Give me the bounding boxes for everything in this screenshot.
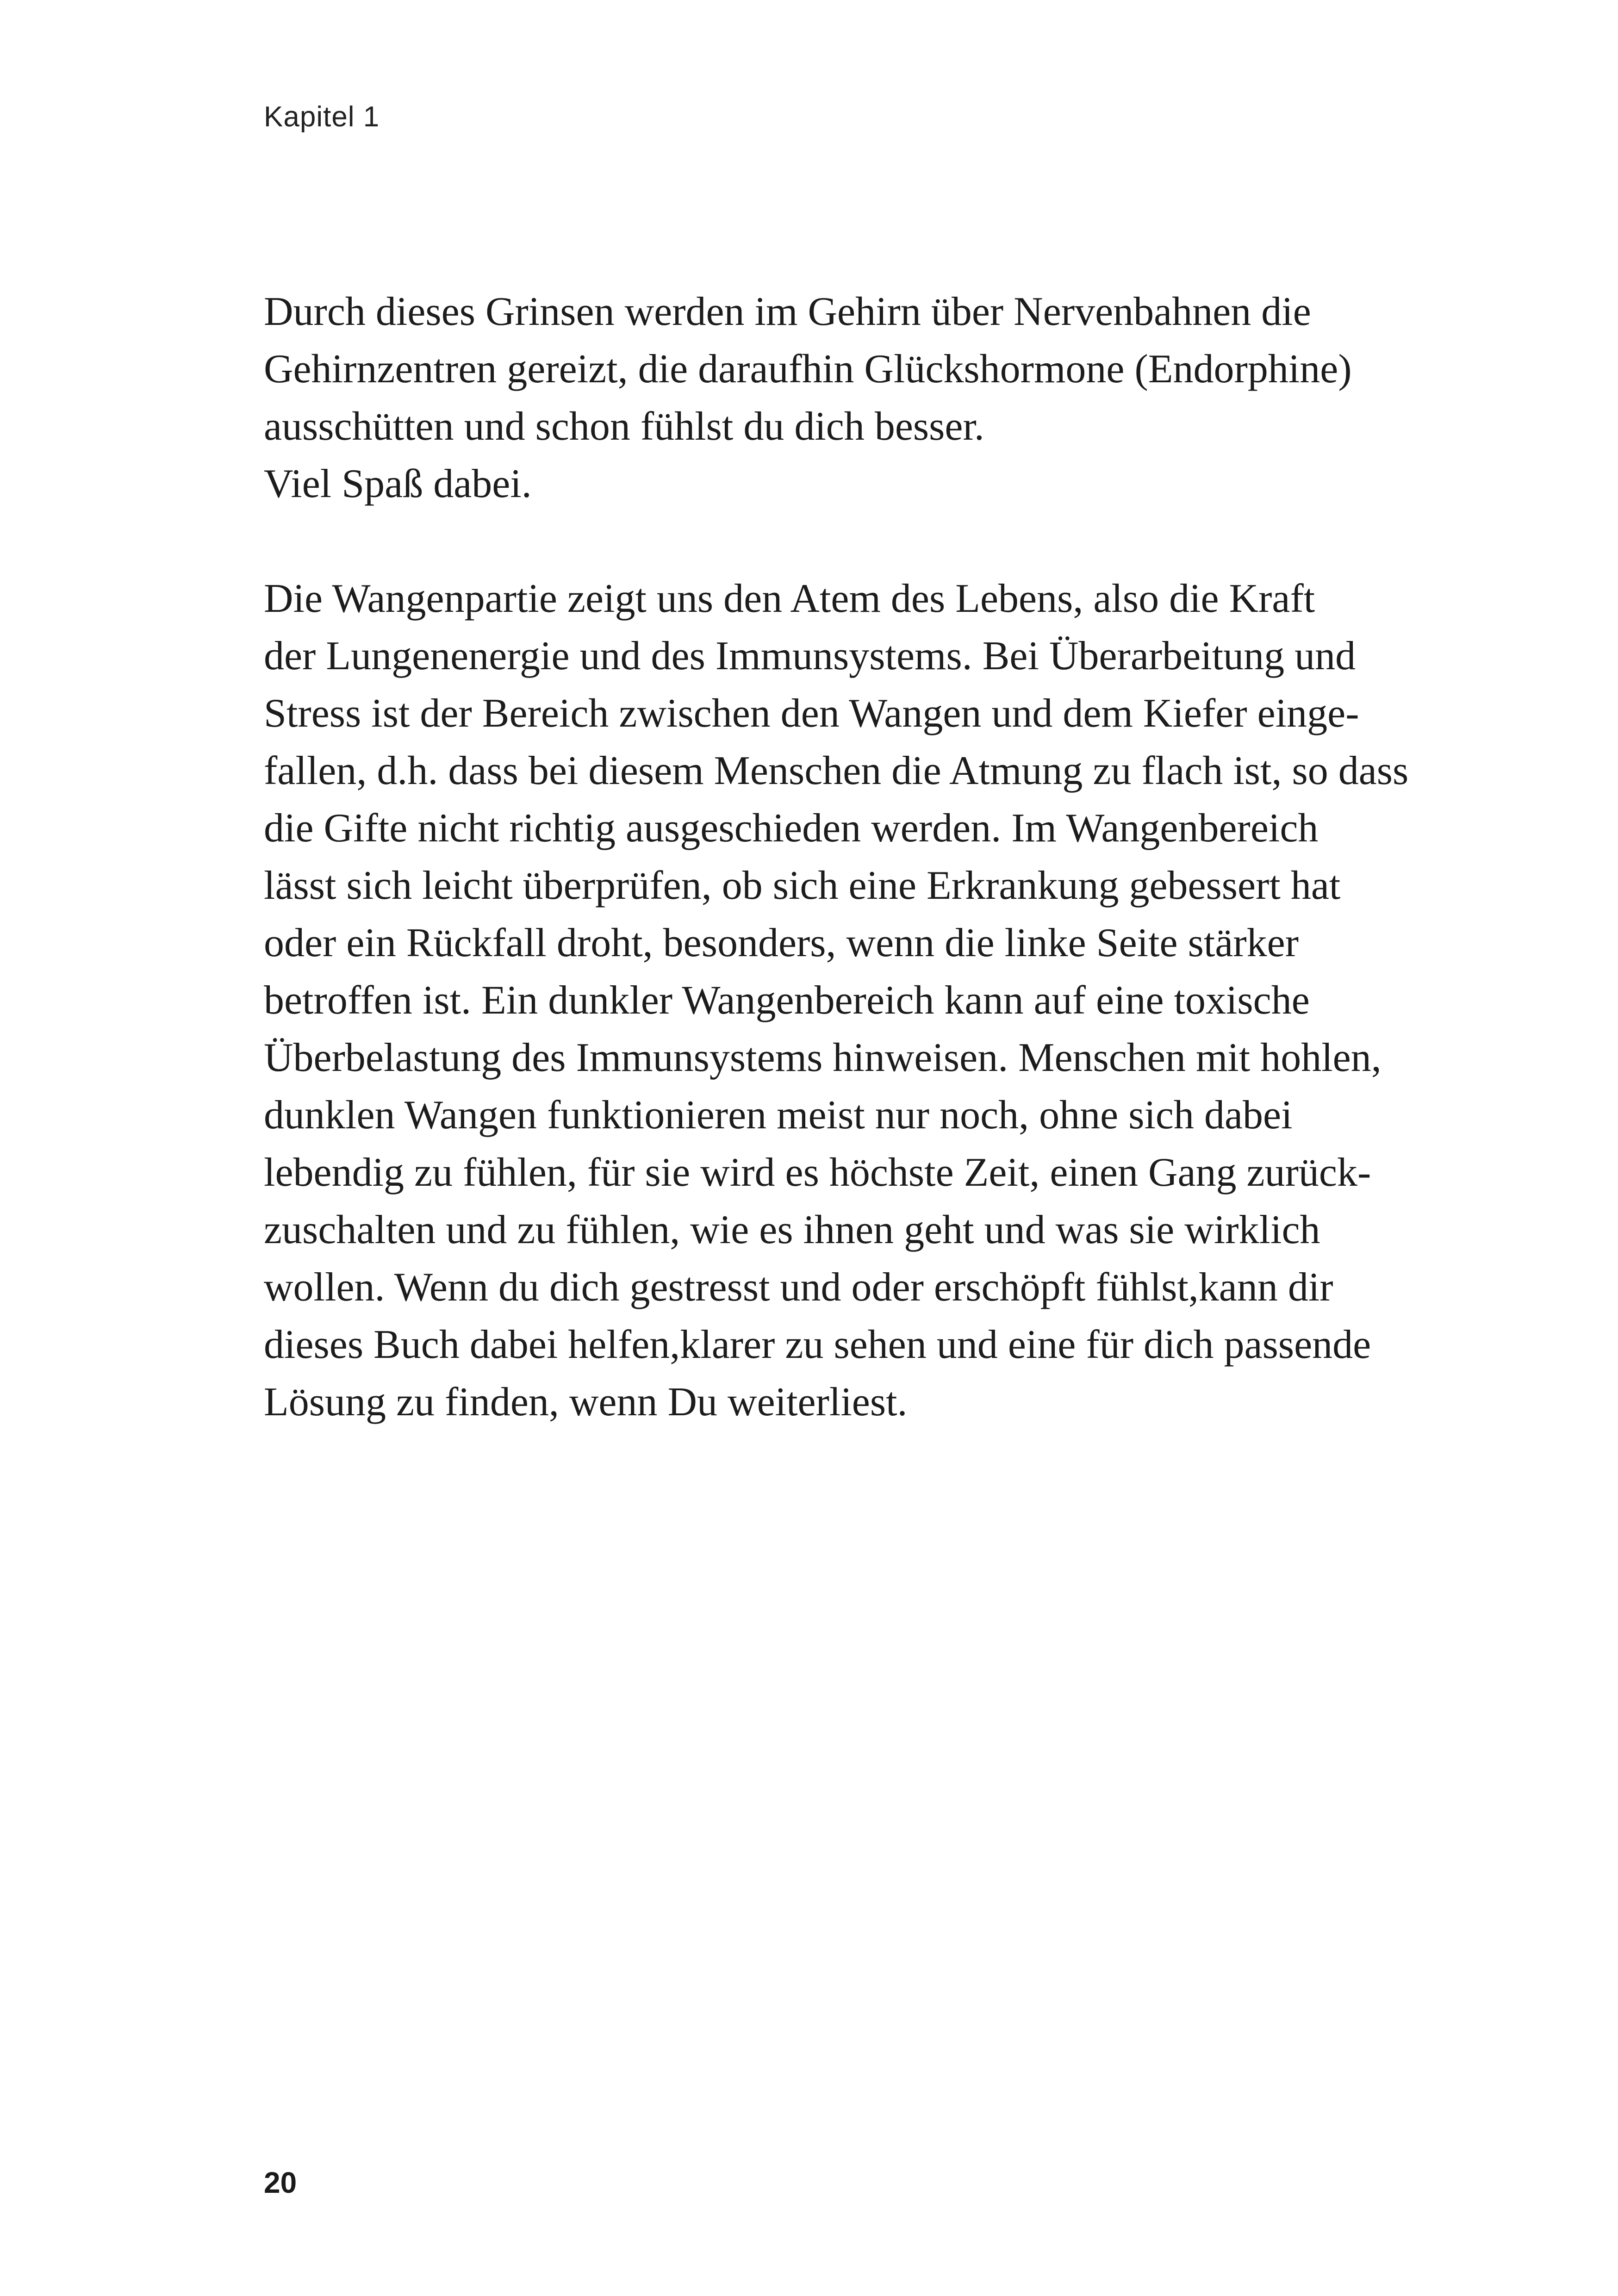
body-text bbox=[264, 283, 1409, 1431]
text-line: Durch dieses Grinsen werden im Gehirn über Nervenbahnen die bbox=[264, 289, 1311, 334]
text-line: lässt sich leicht überprüfen, ob sich eine Erkrankung gebessert hat bbox=[264, 863, 1341, 908]
text-line: wollen. Wenn du dich gestresst und oder erschöpft fühlst,kann dir bbox=[264, 1265, 1333, 1310]
text-line: dunklen Wangen funktionieren meist nur noch, ohne sich dabei bbox=[264, 1093, 1293, 1138]
text-line: oder ein Rückfall droht, besonders, wenn die linke Seite stärker bbox=[264, 921, 1299, 965]
text-line: Stress ist der Bereich zwischen den Wangen und dem Kiefer einge- bbox=[264, 691, 1359, 736]
text-line: dieses Buch dabei helfen,klarer zu sehen und eine für dich passende bbox=[264, 1322, 1371, 1367]
text-line: betroffen ist. Ein dunkler Wangenbereich kann auf eine toxische bbox=[264, 978, 1310, 1023]
text-line: zuschalten und zu fühlen, wie es ihnen geht und was sie wirklich bbox=[264, 1207, 1320, 1252]
text-line: der Lungenenergie und des Immunsystems. Bei Überarbeitung und bbox=[264, 634, 1356, 678]
text-line: ausschütten und schon fühlst du dich besser. bbox=[264, 404, 984, 449]
page-number: 20 bbox=[264, 2166, 297, 2199]
text-line: Überbelastung des Immunsystems hinweisen. Menschen mit hohlen, bbox=[264, 1035, 1382, 1080]
text-line: Viel Spaß dabei. bbox=[264, 461, 532, 506]
text-line: die Gifte nicht richtig ausgeschieden werden. Im Wangenbereich bbox=[264, 806, 1319, 851]
text-line: lebendig zu fühlen, für sie wird es höchste Zeit, einen Gang zurück- bbox=[264, 1150, 1371, 1195]
chapter-header: Kapitel 1 bbox=[264, 101, 380, 133]
text-line: fallen, d.h. dass bei diesem Menschen die Atmung zu flach ist, so dass bbox=[264, 748, 1409, 793]
text-line: Lösung zu finden, wenn Du weiterliest. bbox=[264, 1380, 908, 1425]
text-line: Die Wangenpartie zeigt uns den Atem des Lebens, also die Kraft bbox=[264, 576, 1315, 621]
paragraph-1 bbox=[264, 283, 1365, 513]
paragraph-2 bbox=[264, 570, 1409, 1431]
text-line: Gehirnzentren gereizt, die daraufhin Glückshormone (Endorphine) bbox=[264, 347, 1352, 392]
